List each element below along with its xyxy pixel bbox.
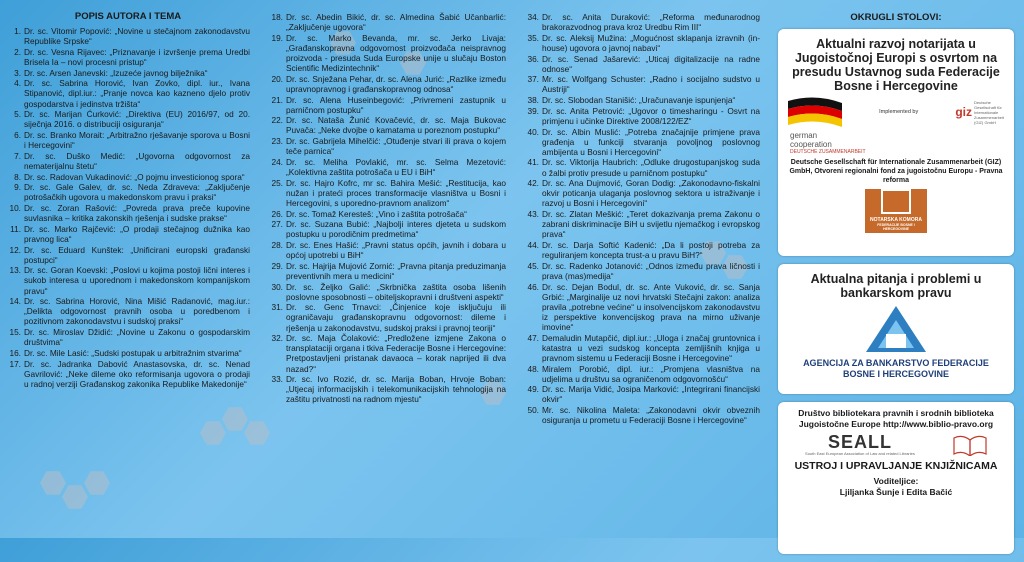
list-item [522, 333, 760, 363]
german-cooperation-sub: DEUTSCHE ZUSAMMENARBEIT [790, 149, 866, 155]
list-item [266, 136, 506, 156]
list-item [6, 327, 250, 347]
item-number: 22. [271, 115, 283, 126]
notary-chamber-logo [865, 189, 927, 233]
item-number: 33. [271, 374, 283, 385]
item-text: Miralem Porobić, dipl. iur.: „Promjena vlasništva na udjelima u društvu sa ograničenom odgovornošću“ [542, 363, 760, 384]
list-item [6, 130, 250, 150]
item-text: Dr. sc. Branko Morait: „Arbitražno rješavanje sporova u Bosni i Hercegovini“ [24, 130, 250, 151]
list-title: POPIS AUTORA I TEMA [74, 11, 182, 22]
item-text: Dr. sc. Vitomir Popović: „Novine u stečajnom zakonodavstvu Republike Srpske“ [24, 26, 250, 47]
item-text: Dr. sc. Radovan Vukadinović: „O pojmu investicionog spora“ [24, 171, 245, 182]
item-text: Dr. sc. Hajro Kofrc, mr sc. Bahira Mešić: „Restitucija, kao nužan i prateći proces transformacije vlasništva u Bosni i Hercegovini, s uporedno-pravnom analizom“ [286, 177, 506, 208]
round-tables-title: OKRUGLI STOLOVI: [850, 12, 942, 23]
list-item [6, 348, 250, 358]
item-text: Dr. sc. Snježana Pehar, dr. sc. Alena Jurić: „Razlike između upravnopravnog i građanskopravnog odnosa“ [286, 73, 506, 94]
list-item [522, 127, 760, 157]
item-text: Dr. sc. Sabrina Horović, Nina Mišić Radanović, mag.iur.: „Delikta odgovornost pravnih osoba u poredbenom i pozitivnom zakonodavstvu i sudskoj praksi“ [24, 296, 250, 327]
item-text: Dr. sc. Tomaž Keresteš: „Vino i zaštita potrošača“ [286, 208, 467, 219]
item-number: 23. [271, 136, 283, 147]
list-item [6, 265, 250, 295]
item-number: 24. [271, 156, 283, 167]
item-number: 18. [271, 12, 283, 22]
list-item [266, 157, 506, 177]
item-number: 41. [527, 157, 539, 168]
list-item [522, 95, 760, 105]
list-item [266, 219, 506, 239]
item-number: 2. [14, 46, 21, 57]
list-item [6, 224, 250, 244]
item-number: 46. [527, 281, 539, 292]
item-text: Dr. sc. Abedin Bikić, dr. sc. Almedina Šabić Učanbarlić: „Zaključenje ugovora“ [286, 12, 506, 33]
list-item [266, 302, 506, 332]
list-item [6, 182, 250, 202]
item-text: Mr. sc. Wolfgang Schuster: „Radno i socijalno sudstvo u Austriji“ [542, 74, 760, 95]
item-text: Mr. sc. Nikolina Maleta: „Zakonodavni okvir obveznih osiguranja u prometu u Federaciji Bosne i Hercegovine“ [542, 405, 760, 426]
item-number: 4. [14, 78, 21, 89]
round-table-libraries [778, 402, 1014, 554]
list-item [6, 203, 250, 223]
author-list-column-1 [6, 12, 250, 538]
list-item [522, 240, 760, 260]
item-number: 14. [9, 296, 21, 307]
item-text: Dr. sc. Mile Lasić: „Sudski postupak u arbitražnim stvarima“ [24, 347, 242, 358]
item-number: 34. [527, 12, 539, 22]
item-number: 28. [271, 240, 283, 250]
german-flag-icon [788, 97, 842, 127]
item-number: 5. [14, 109, 21, 120]
item-number: 38. [527, 95, 539, 106]
item-text: Dr. sc. Željko Galić: „Skrbnička zaštita osoba lišenih poslovne sposobnosti – obiteljskopravni i društveni aspekti“ [286, 281, 506, 302]
item-text: Dr. sc. Zoran Rašović: „Povreda prava preče kupovine suvlasnika – kritika zakonskih rješenja i sudske prakse“ [24, 203, 250, 224]
item-text: Dr. sc. Anita Petrović: „Ugovor o timesharingu - Osvrt na primjenu i učinke Direktive 2008/122/EZ“ [542, 105, 760, 126]
item-number: 50. [527, 405, 539, 416]
item-text: Dr. sc. Maja Čolaković: „Predložene izmjene Zakona o transplataciji organa i tkiva Federacije Bosne i Hercegovine: Pretpostavljeni pristanak davaoca – korak naprijed ili dva nazad?“ [286, 333, 506, 374]
item-number: 35. [527, 32, 539, 43]
list-item [6, 68, 250, 78]
item-number: 27. [271, 219, 283, 230]
item-number: 26. [271, 208, 283, 219]
item-number: 13. [9, 265, 21, 276]
list-item [266, 12, 506, 32]
list-item [266, 95, 506, 115]
item-number: 12. [9, 244, 21, 255]
giz-logo: giz [955, 105, 972, 119]
list-item [6, 47, 250, 67]
notary-chamber-name: NOTARSKA KOMORA [870, 217, 922, 223]
item-text: Dr. sc. Marija Vidić, Josipa Marković: „Integrirani financijski okvir“ [542, 384, 760, 405]
item-number: 49. [527, 384, 539, 395]
item-number: 17. [9, 358, 21, 369]
item-text: Dr. sc. Marijan Ćurković: „Direktiva (EU) 2016/97, od 20. siječnja 2016. o distribuciji osiguranja“ [24, 109, 250, 130]
list-item [522, 12, 760, 32]
list-item [522, 157, 760, 177]
list-item [6, 245, 250, 265]
item-text: Dr. sc. Arsen Janevski: „Izuzeće javnog bilježnika“ [24, 67, 208, 78]
author-list-column-2 [266, 12, 506, 538]
list-item [266, 33, 506, 73]
german-cooperation-line1: german [790, 131, 818, 140]
item-text: Dr. sc. Marko Rajčević: „O prodaji stečajnog dužnika kao pravnog lica“ [24, 223, 250, 244]
item-text: Dr. sc. Vesna Rijavec: „Priznavanje i izvršenje prema Uredbi Brisela Ia – novi procesni pristup“ [24, 46, 250, 67]
list-item [522, 384, 760, 404]
item-number: 3. [14, 67, 21, 78]
item-number: 44. [527, 240, 539, 250]
list-item [522, 261, 760, 281]
item-text: Dr. sc. Viktorija Haubrich: „Odluke drugostupanjskog suda o žalbi protiv presude u parničnom postupku“ [542, 157, 760, 178]
item-number: 19. [271, 32, 283, 43]
item-text: Dr. sc. Miroslav Džidić: „Novine u Zakonu o gospodarskim društvima“ [24, 327, 250, 348]
item-text: Dr. sc. Radenko Jotanović: „Odnos između prava ličnosti i prava (mas)medija“ [542, 260, 760, 281]
list-item [522, 282, 760, 332]
list-item [522, 364, 760, 384]
item-number: 48. [527, 363, 539, 374]
item-number: 39. [527, 105, 539, 116]
item-number: 1. [14, 26, 21, 37]
list-item [6, 359, 250, 389]
item-number: 32. [271, 333, 283, 344]
item-number: 36. [527, 53, 539, 64]
item-number: 11. [10, 223, 21, 234]
list-item [522, 209, 760, 239]
item-number: 40. [527, 126, 539, 137]
list-item [522, 74, 760, 94]
list-item [266, 240, 506, 260]
list-item [6, 296, 250, 326]
item-number: 43. [527, 209, 539, 220]
round-table-banking [778, 264, 1014, 394]
round-table-heading: Aktualni razvoj notarijata u Jugoistočnoj Europi s osvrtom na presudu Ustavnog suda Federacije Bosne i Hercegovine [792, 37, 1000, 93]
item-number: 16. [9, 347, 21, 358]
item-text: Dr. sc. Genc Trnavci: „Činjenice koje isključuju ili ograničavaju građanskopravnu odgovornost: dileme i rješenja u zakonodavstvu, sudskoj praksi i pravnoj teoriji“ [286, 302, 506, 333]
item-text: Dr. sc. Dejan Bodul, dr. sc. Ante Vuković, dr. sc. Sanja Grbić: „Marginalije uz novi hrvatski Stečajni zakon: analiza pravila „potrebne većine“ u insolvencijskom zakonodavstvu iz perspektive konvencijskog prava na mirno uživanje imovine“ [542, 281, 760, 332]
item-text: Dr. sc. Zlatan Meškić: „Teret dokazivanja prema Zakonu o zabrani diskriminacije BiH u svijetlu njemačkog i evropskog prava“ [542, 209, 760, 240]
list-item [6, 78, 250, 108]
round-table-notary [778, 29, 1014, 256]
item-number: 31. [271, 302, 283, 313]
item-number: 47. [527, 332, 539, 343]
list-item [266, 374, 506, 404]
author-list-column-3 [522, 12, 760, 538]
item-text: Dr. sc. Slobodan Stanišić: „Uračunavanje ispunjenja“ [542, 95, 736, 106]
item-text: Dr. sc. Nataša Žunić Kovačević, dr. sc. Maja Bukovac Puvača: „Neke dvojbe o kamatama u poreznom postupku“ [286, 115, 506, 136]
item-text: Dr. sc. Marko Bevanda, mr. sc. Jerko Livaja: „Građanskopravna odgovornost proizvođača neispravnog proizvoda - presuda Suda Europske unije u slučaju Boston Scientific Medizintechnik“ [286, 32, 506, 74]
german-cooperation-line2: cooperation [790, 140, 832, 149]
moderators-names: Ljiljanka Šunje i Edita Bačić [839, 487, 953, 497]
item-text: Dr. sc. Sabrina Horović, Ivan Zovko, dipl. iur., Ivana Stipanović, dipl.iur.: „Pranje novca kao kazneno djelo protiv gospodarstva i jedinstva tržišta“ [24, 78, 250, 109]
item-number: 29. [271, 260, 283, 271]
item-text: Dr. sc. Alena Huseinbegović: „Privremeni zastupnik u parničnom postupku“ [286, 94, 506, 115]
item-text: Dr. sc. Hajrija Mujović Zornić: „Pravna pitanja preduzimanja preventivnih mera u medicini“ [286, 260, 506, 281]
item-number: 9. [14, 182, 21, 193]
list-item [6, 151, 250, 171]
list-item [522, 405, 760, 425]
notary-chamber-sub: FEDERACIJE BOSNE I HERCEGOVINE [877, 223, 915, 231]
list-item [522, 54, 760, 74]
item-number: 30. [271, 281, 283, 292]
item-text: Dr. sc. Aleksij Mužina: „Mogućnost sklapanja izravnih (in-house) ugovora o javnoj nabavi“ [542, 32, 760, 53]
item-number: 37. [527, 74, 539, 85]
round-tables-panel [776, 12, 1016, 562]
item-text: Dr. sc. Albin Muslić: „Potreba značajnije primjene prava građenja u funkciji stvaranja povoljnog poslovnog ambijenta u Bosni i Hercegovini“ [542, 126, 760, 157]
banking-agency-name: AGENCIJA ZA BANKARSTVO FEDERACIJE BOSNE I HERCEGOVINE [803, 358, 989, 379]
giz-sub-label: Deutsche Gesellschaft für Internationale Zusammenarbeit (GIZ) GmbH [974, 99, 1005, 125]
banking-agency-logo-icon [864, 304, 928, 356]
item-text: Dr. sc. Jadranka Dabović Anastasovska, dr. sc. Nenad Gavrilović: „Neke dileme oko reformisanja ugovora o prodaji u radnoj verziji Građanskog zakonika Republike Makedonije“ [24, 358, 250, 389]
list-item [266, 115, 506, 135]
item-number: 20. [271, 73, 283, 84]
item-number: 21. [271, 94, 283, 105]
list-item [522, 178, 760, 208]
item-text: Dr. sc. Gabrijela Mihelčić: „Otuđenje stvari ili prava o kojem teče parnica“ [286, 136, 506, 157]
moderators-label: Voditeljice: [873, 476, 919, 486]
item-text: Dr. sc. Eduard Kunštek: „Unificirani europski građanski postupci“ [24, 244, 250, 265]
seall-logo: SEALL [827, 432, 892, 452]
item-number: 7. [14, 150, 21, 161]
list-item [522, 33, 760, 53]
list-item [266, 209, 506, 219]
item-number: 6. [14, 130, 21, 140]
item-text: Dr. sc. Anita Duraković: „Reforma međunarodnog brakorazvodnog prava kroz Uredbu Rim III“ [542, 12, 760, 33]
item-text: Dr. sc. Gale Galev, dr. sc. Neda Zdraveva: „Zaključenje potrošačkih ugovora u makedonskom pravu i praksi“ [24, 182, 250, 203]
implemented-by-label: Implemented by [879, 109, 919, 115]
item-text: Dr. sc. Goran Koevski: „Poslovi u kojima postoji lični interes i sukob interesa u uporednom i makedonskom kompanijskom pravu“ [24, 265, 250, 296]
item-text: Dr. sc. Ana Dujmović, Goran Dodig: „Zakonodavno-fiskalni okvir poticanja ulaganja poslovnog sektora u istraživanje i razvoj u Bosni i Hercegovini“ [542, 178, 760, 209]
item-number: 25. [271, 177, 283, 188]
list-item [266, 178, 506, 208]
library-society-title: Društvo bibliotekara pravnih i srodnih biblioteka Jugoistočne Europe http://www.biblio-pravo.org [798, 408, 994, 429]
round-table-heading: Aktualna pitanja i problemi u bankarskom pravu [810, 272, 982, 300]
list-item [6, 26, 250, 46]
list-item [6, 109, 250, 129]
list-item [266, 261, 506, 281]
item-number: 10. [9, 203, 21, 214]
item-text: Dr. sc. Ivo Rozić, dr. sc. Marija Boban, Hrvoje Boban: „Utjecaj informacijskih i telekomunikacijskih tehnologija na zaštitu privatnosti na radnom mjestu“ [286, 374, 506, 405]
workshop-title: USTROJ I UPRAVLJANJE KNJIŽNICAMA [794, 460, 998, 472]
item-text: Dr. sc. Suzana Bubić: „Najbolji interes djeteta u sudskom postupku u porodičnim predmetima“ [286, 219, 506, 240]
open-book-icon [953, 434, 987, 456]
list-item [266, 282, 506, 302]
giz-description: Deutsche Gesellschaft für Internationale Zusammenarbeit (GIZ) GmbH, Otvoreni regionalni fond za jugoistočnu Europu - Pravna reforma [789, 159, 1003, 184]
item-number: 15. [9, 327, 21, 338]
list-item [6, 172, 250, 182]
list-item [522, 106, 760, 126]
item-number: 8. [14, 171, 21, 182]
list-item [266, 74, 506, 94]
item-text: Dr. sc. Enes Hašić: „Pravni status općih, javnih i dobara u općoj upotrebi u BiH“ [286, 240, 506, 261]
item-number: 42. [527, 178, 539, 189]
item-text: Dr. sc. Duško Medić: „Ugovorna odgovornost za nematerijalnu štetu“ [24, 150, 250, 171]
item-text: Dr. sc. Darja Softić Kadenić: „Da li postoji potreba za reguliranjem koncepta trust-a u pravu BiH?“ [542, 240, 760, 261]
list-item [266, 333, 506, 373]
item-number: 45. [527, 260, 539, 271]
seall-subtitle: South East European Association of Law and related Libraries [805, 451, 915, 456]
item-text: Dr. sc. Senad Jašarević: „Uticaj digitalizacije na radne odnose“ [542, 53, 760, 74]
item-text: Demaludin Mutapčić, dipl.iur.: „Uloga i značaj gruntovnica i katastra u vezi sudskog koncepta zemljišnih knjiga u pravnom sistemu u Federaciji Bosne i Hercegovine“ [542, 332, 760, 363]
item-text: Dr. sc. Meliha Povlakić, mr. sc. Selma Mezetović: „Kolektivna zaštita potrošača u EU i BiH“ [286, 156, 506, 177]
